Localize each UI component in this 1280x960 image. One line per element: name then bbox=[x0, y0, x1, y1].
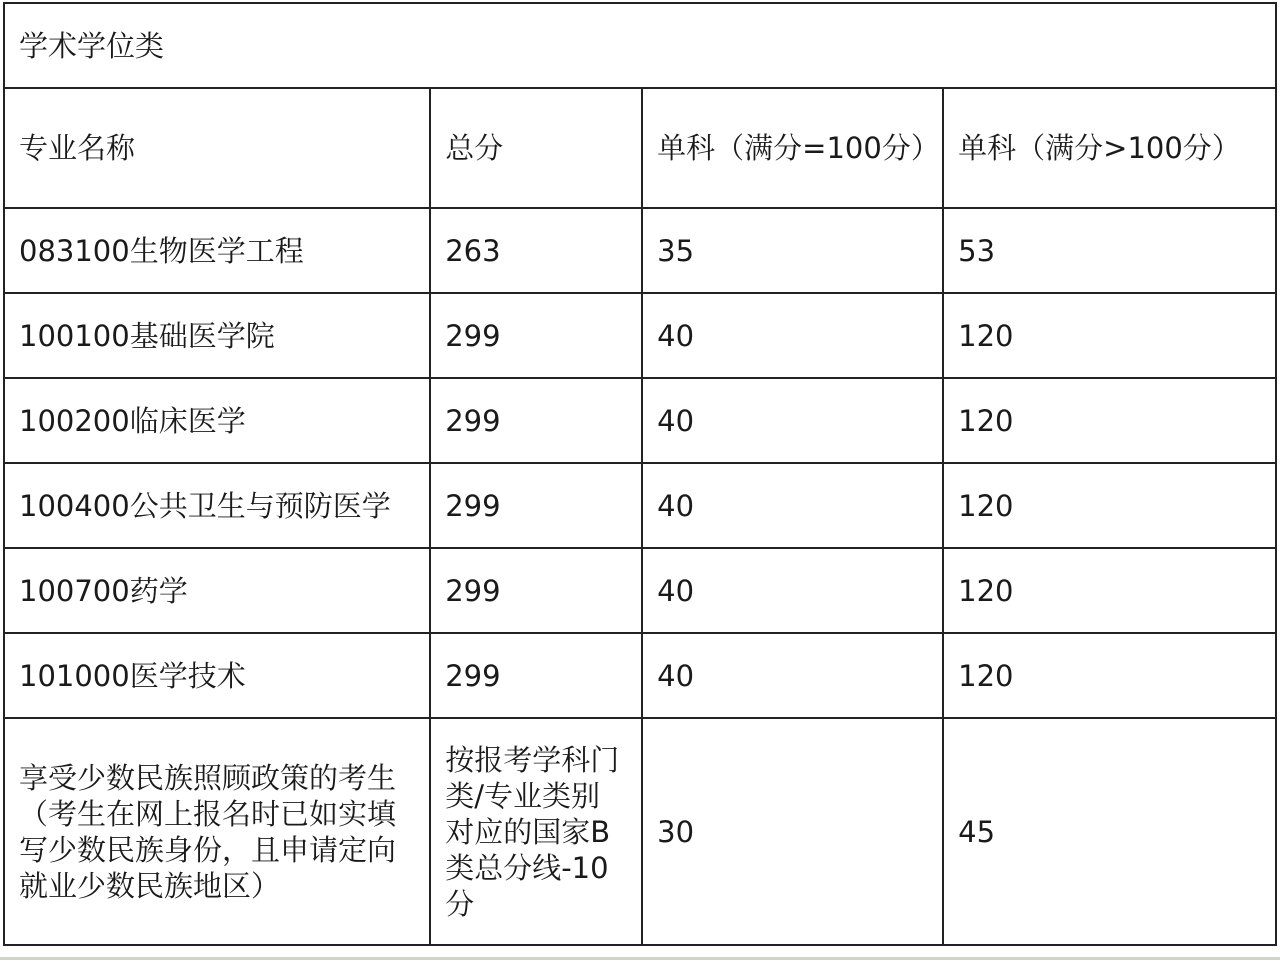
table-row bbox=[4, 463, 1276, 548]
header-total: 总分 bbox=[430, 88, 642, 208]
table-row bbox=[4, 548, 1276, 633]
single-over-100-score: 120 bbox=[943, 463, 1276, 548]
table-row bbox=[4, 378, 1276, 463]
total-score: 299 bbox=[430, 463, 642, 548]
single-100-score: 35 bbox=[642, 208, 943, 293]
major-name: 101000医学技术 bbox=[4, 633, 430, 718]
major-name: 100700药学 bbox=[4, 548, 430, 633]
total-score: 263 bbox=[430, 208, 642, 293]
single-over-100-score: 120 bbox=[943, 633, 1276, 718]
table-row bbox=[4, 293, 1276, 378]
single-100-score: 40 bbox=[642, 378, 943, 463]
single-over-100-score: 53 bbox=[943, 208, 1276, 293]
total-score: 299 bbox=[430, 633, 642, 718]
single-100-score: 40 bbox=[642, 633, 943, 718]
table-row bbox=[4, 633, 1276, 718]
single-100-score: 40 bbox=[642, 548, 943, 633]
single-100-score: 40 bbox=[642, 293, 943, 378]
header-single-100: 单科（满分=100分） bbox=[642, 88, 943, 208]
single-over-100-score: 120 bbox=[943, 548, 1276, 633]
table-title-row bbox=[4, 3, 1276, 88]
minority-total-score: 按报考学科门类/专业类别对应的国家B类总分线-10分 bbox=[430, 718, 642, 945]
single-over-100-score: 120 bbox=[943, 378, 1276, 463]
table-row bbox=[4, 208, 1276, 293]
major-name: 100400公共卫生与预防医学 bbox=[4, 463, 430, 548]
minority-policy-description: 享受少数民族照顾政策的考生（考生在网上报名时已如实填写少数民族身份，且申请定向就业少数民族地区） bbox=[4, 718, 430, 945]
header-row bbox=[4, 88, 1276, 208]
table-title: 学术学位类 bbox=[4, 3, 1276, 88]
major-name: 083100生物医学工程 bbox=[4, 208, 430, 293]
minority-single-over-100-score: 45 bbox=[943, 718, 1276, 945]
minority-single-100-score: 30 bbox=[642, 718, 943, 945]
total-score: 299 bbox=[430, 293, 642, 378]
score-table bbox=[3, 2, 1277, 946]
major-name: 100100基础医学院 bbox=[4, 293, 430, 378]
header-single-over-100: 单科（满分>100分） bbox=[943, 88, 1276, 208]
major-name: 100200临床医学 bbox=[4, 378, 430, 463]
minority-row bbox=[4, 718, 1276, 945]
single-100-score: 40 bbox=[642, 463, 943, 548]
total-score: 299 bbox=[430, 378, 642, 463]
total-score: 299 bbox=[430, 548, 642, 633]
header-major-name: 专业名称 bbox=[4, 88, 430, 208]
single-over-100-score: 120 bbox=[943, 293, 1276, 378]
